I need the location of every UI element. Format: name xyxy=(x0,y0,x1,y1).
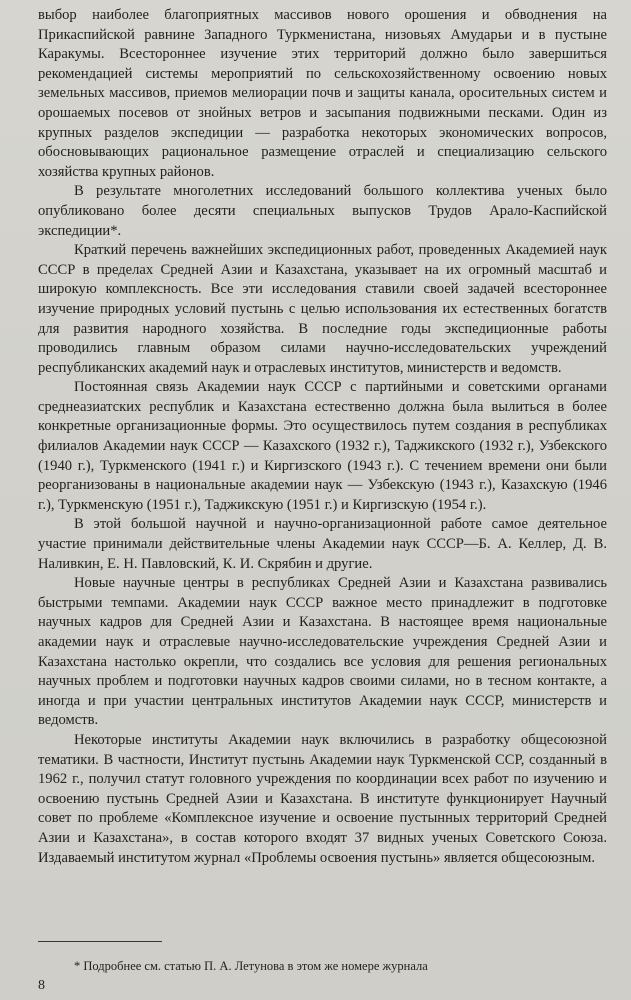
paragraph-6: Новые научные центры в республиках Средней Азии и Казахстана развивались быстрыми темпами. Академии наук СССР важное место принадлежит в подготовке научных кадров для Средней Азии и Казахстана. В настоящее время национальные академии наук и отраслевые научно-исследовательские учреждения Средней Азии и Казахстана настолько окрепли, что создались все условия для решения региональных научных проблем и подготовки научных кадров своими силами, но в тесном контакте, а иногда и при участии центральных институтов Академии наук СССР, министерств и ведомств. xyxy=(38,575,607,729)
paragraph-7: Некоторые институты Академии наук включились в разработку общесоюзной тематики. В частности, Институт пустынь Академии наук Туркменской ССР, созданный в 1962 г., получил статут головного учреждения по координации всех работ по изучению и освоению пустынь Средней Азии и Казахстана. В институте функционирует Научный совет по проблеме «Комплексное изучение и освоение пустынных территорий Средней Азии и Казахстана», в состав которого входят 37 видных ученых Советского Союза. Издаваемый институтом журнал «Проблемы освоения пустынь» является общесоюзным. xyxy=(38,731,607,866)
paragraph-4: Постоянная связь Академии наук СССР с партийными и советскими органами среднеазиатских республик и Казахстана естественно должна была вылиться в более конкретные организационные формы. Это осуществилось путем создания в республиках филиалов Академии наук СССР — Казахского (1932 г.), Таджикского (1932 г.), Узбекского (1940 г.), Туркменского (1941 г.) и Киргизского (1943 г.). С течением времени они были реорганизованы в национальные академии наук — Узбекскую (1943 г.), Казахскую (1946 г.), Туркменскую (1951 г.), Таджикскую (1951 г.) и Киргизскую (1954 г.). xyxy=(38,379,607,513)
footnote-divider xyxy=(38,941,162,942)
footnote: * Подробнее см. статью П. А. Летунова в этом же номере журнала xyxy=(74,959,428,973)
paragraph-1: выбор наиболее благоприятных массивов нового орошения и обводнения на Прикаспийской равнине Западного Туркменистана, низовьях Амударьи и в пустыне Каракумы. Всестороннее изучение этих территорий должно было завершиться рекомендацией системы мероприятий по сельскохозяйственному освоению новых земельных массивов, приемов мелиорации почв и защиты канала, оросительных систем и орошаемых посевов от знойных ветров и засыпания подвижными песками. Один из крупных разделов экспедиции — разработка некоторых экономических вопросов, обосновывающих рациональное размещение отраслей и специализацию сельского хозяйства крупных районов. xyxy=(38,7,607,180)
paragraph-5: В этой большой научной и научно-организационной работе самое деятельное участие принимали действительные члены Академии наук СССР—Б. А. Келлер, Д. В. Наливкин, Е. Н. Павловский, К. И. Скрябин и другие. xyxy=(38,516,607,572)
body-text xyxy=(38,6,607,868)
paragraph-2: В результате многолетних исследований большого коллектива ученых было опубликовано более десяти специальных выпусков Трудов Арало-Каспийской экспедиции*. xyxy=(38,183,607,239)
page-number: 8 xyxy=(38,978,45,993)
paragraph-3: Краткий перечень важнейших экспедиционных работ, проведенных Академией наук СССР в пределах Средней Азии и Казахстана, указывает на их огромный масштаб и широкую комплексность. Все эти исследования ставили своей задачей всестороннее изучение природных условий пустынь с целью использования их естественных богатств для развития народного хозяйства. В последние годы экспедиционные работы проводились главным образом силами научно-исследовательских учреждений республиканских академий наук и отраслевых институтов, министерств и ведомств. xyxy=(38,242,607,376)
